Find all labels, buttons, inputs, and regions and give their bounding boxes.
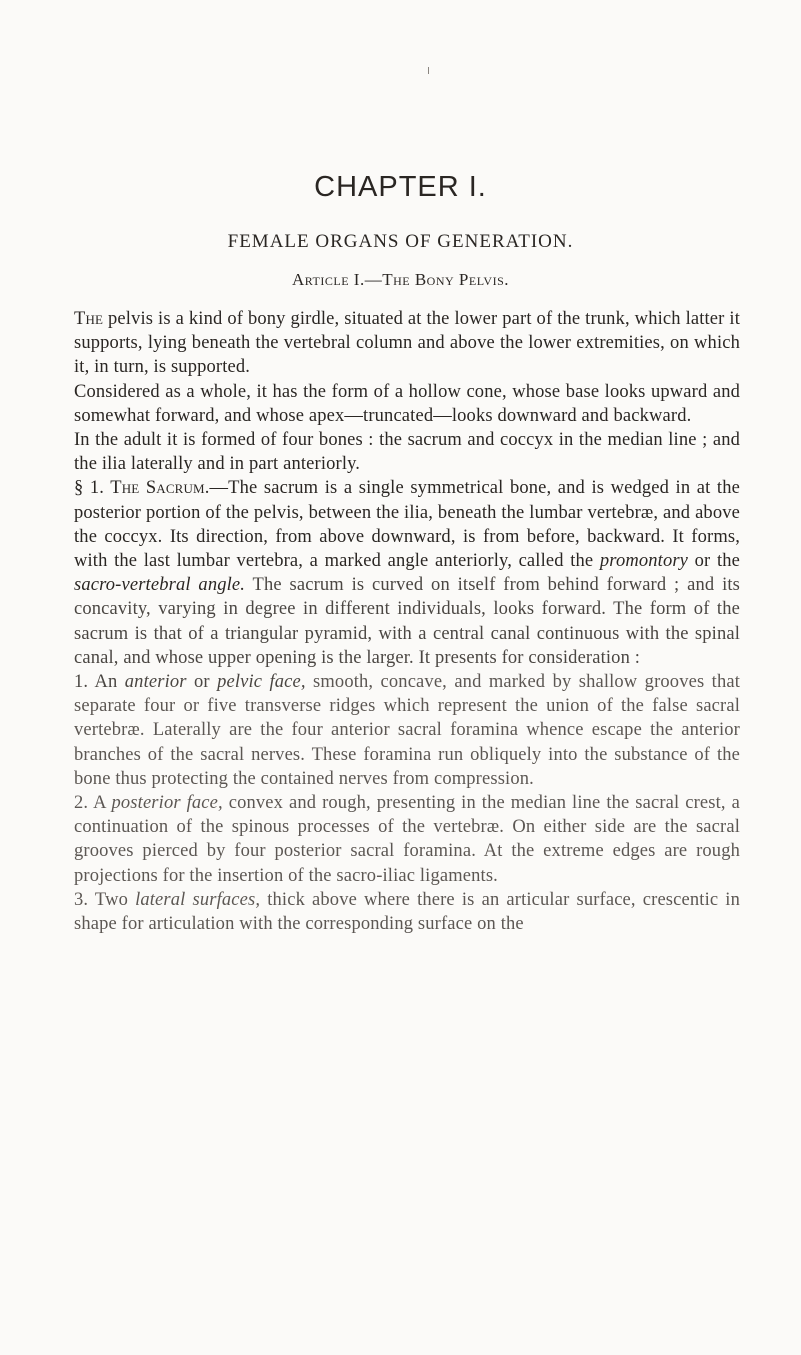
paragraph-text: convex and rough, presenting in the median line the sacral crest, a continuation of the spinous processes of the vertebræ. On either side are the sacral grooves pierced by four posterior sacral foramina. At the extreme edges are rough projections for the insertion of the sacro-iliac ligaments. <box>74 793 740 886</box>
paragraph-cone <box>74 380 740 428</box>
term-promontory: promontory <box>599 551 689 572</box>
term-pelvic-face: pelvic face, <box>217 672 306 693</box>
paragraph-text: —The sacrum is a single symmetrical bone, and is wedged in at the posterior portion of the pelvis, between the ilia, beneath the lumbar vertebræ, and above the coccyx. Its direction, from above downward, is from before, backward. It forms, with the last lumbar vertebra, a marked angle anteriorly, called the <box>74 478 740 572</box>
paragraph-text: pelvis is a kind of bony girdle, situated at the lower part of the trunk, which latter it supports, lying beneath the vertebral column and above the lower extremities, on which it, in turn, is supported. <box>74 309 740 378</box>
list-number: 2. A <box>74 793 112 814</box>
paragraph-sacrum <box>74 476 740 670</box>
chapter-heading: CHAPTER I. <box>314 171 487 203</box>
body-text <box>74 307 740 936</box>
paragraph-text: thick above where there is an articular surface, crescentic in shape for articulation with the corresponding surface on the <box>74 889 740 935</box>
paragraph-adult <box>74 428 740 476</box>
paragraph-anterior-face <box>74 670 740 791</box>
paragraph-text: smooth, concave, and marked by shallow grooves that separate four or five transverse ridges which represent the union of the false sacral vertebræ. Laterally are the four anterior sacral foramina whence escape the anterior branches of the sacral nerves. These foramina run obliquely into the substance of the bone thus protecting the contained nerves from compression. <box>74 672 740 789</box>
paragraph-intro <box>74 307 740 380</box>
paragraph-text: or <box>186 672 218 693</box>
section-title: FEMALE ORGANS OF GENERATION. <box>227 231 574 252</box>
term-sacro-vertebral-angle: sacro-vertebral angle. <box>74 575 246 596</box>
paragraph-lead: The <box>74 309 104 329</box>
paragraph-text: In the adult it is formed of four bones : the sacrum and coccyx in the median line ; and the ilia laterally and in part anteriorly. <box>74 430 740 475</box>
list-number: 1. An <box>74 672 125 693</box>
term-lateral-surfaces: lateral surfaces, <box>135 889 261 910</box>
paragraph-lateral-surfaces <box>74 888 740 936</box>
paragraph-text: or the <box>688 551 741 572</box>
paragraph-text: The sacrum is curved on itself from behind forward ; and its concavity, varying in degree in different individuals, looks forward. The form of the sacrum is that of a triangular pyramid, with a central canal continuous with the spinal canal, and whose upper opening is the larger. It presents for consideration : <box>74 575 740 668</box>
print-mark <box>428 67 429 74</box>
list-number: 3. Two <box>74 889 136 910</box>
article-title: Article I.—The Bony Pelvis. <box>291 270 510 289</box>
term-posterior-face: posterior face, <box>111 793 223 814</box>
section-lead: § 1. The Sacrum. <box>74 478 210 499</box>
paragraph-posterior-face <box>74 791 740 888</box>
paragraph-text: Considered as a whole, it has the form of a hollow cone, whose base looks upward and somewhat forward, and whose apex—truncated—looks downward and backward. <box>74 381 740 426</box>
term-anterior: anterior <box>124 672 187 693</box>
